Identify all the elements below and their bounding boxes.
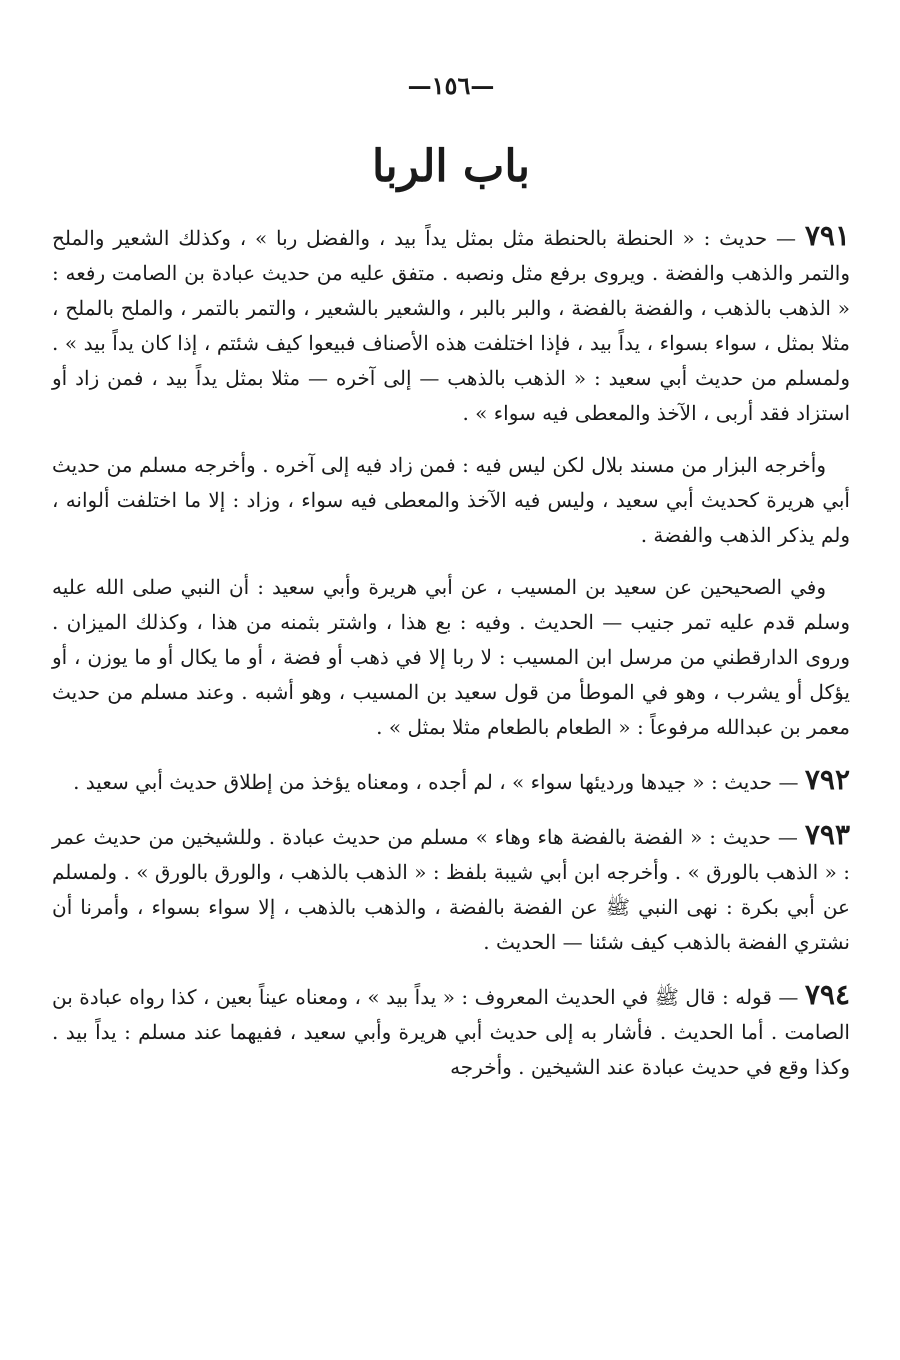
paragraph-text: وفي الصحيحين عن سعيد بن المسيب ، عن أبي هريرة وأبي سعيد : أن النبي صلى الله عليه وسلم قدم عليه تمر جنيب — الحديث . وفيه : بع هذا ، واشتر بثمنه من هذا ، وكذلك الميزان . وروى الدارقطني من مرسل ابن المسيب : لا ربا إلا في ذهب أو فضة ، أو ما يكال أو ما يوزن ، أو يؤكل أو يشرب ، وهو في الموطأ من قول سعيد بن المسيب ، وهو أشبه . وعند مسلم من حديث معمر بن عبدالله مرفوعاً : « الطعام بالطعام مثلا بمثل » . <box>52 575 850 739</box>
paragraph-text: وأخرجه البزار من مسند بلال لكن ليس فيه : فمن زاد فيه إلى آخره . وأخرجه مسلم من حديث أبي هريرة كحديث أبي سعيد ، وليس فيه الآخذ والمعطى فيه سواء ، وزاد : إلا ما اختلفت ألوانه ، ولم يذكر الذهب والفضة . <box>52 453 850 547</box>
page-number: —١٥٦— <box>407 71 495 100</box>
chapter-title: باب الربا <box>372 141 530 192</box>
hadith-791-paragraph <box>52 218 850 431</box>
hadith-793-paragraph <box>52 817 850 960</box>
paragraph-text: — حديث : « جيدها ورديئها سواء » ، لم أجده ، ومعناه يؤخذ من إطلاق حديث أبي سعيد . <box>73 770 799 794</box>
body-text <box>52 218 850 1085</box>
commentary-paragraph <box>52 448 850 553</box>
hadith-number: ٧٩٢ <box>804 763 850 796</box>
hadith-number: ٧٩٣ <box>804 818 850 851</box>
paragraph-text: — قوله : قال ﷺ في الحديث المعروف : « يداً بيد » ، ومعناه عيناً بعين ، كذا رواه عبادة بن الصامت . أما الحديث . فأشار به إلى حديث أبي هريرة وأبي سعيد ، ففيهما عند مسلم : يداً بيد . وكذا وقع في حديث عبادة عند الشيخين . وأخرجه <box>52 985 850 1079</box>
paragraph-text: — حديث : « الفضة بالفضة هاء وهاء » مسلم من حديث عبادة . وللشيخين من حديث عمر : « الذهب بالورق » . وأخرجه ابن أبي شيبة بلفظ : « الذهب بالذهب ، والورق بالورق » . ولمسلم عن أبي بكرة : نهى النبي ﷺ عن الفضة بالفضة ، والذهب بالذهب ، إلا سواء بسواء ، وأمرنا أن نشتري الفضة بالذهب كيف شئنا — الحديث . <box>52 825 851 954</box>
hadith-number: ٧٩١ <box>804 219 851 252</box>
hadith-794-paragraph <box>52 977 850 1085</box>
commentary-paragraph <box>52 570 850 745</box>
paragraph-text: — حديث : « الحنطة بالحنطة مثل بمثل يداً بيد ، والفضل ربا » ، وكذلك الشعير والملح والتمر والذهب والفضة . ويروى برفع مثل ونصبه . متفق عليه من حديث عبادة بن الصامت رفعه : « الذهب بالذهب ، والفضة بالفضة ، والبر بالبر ، والشعير بالشعير ، والتمر بالتمر ، والملح بالملح ، مثلا بمثل ، سواء بسواء ، يداً بيد ، فإذا اختلفت هذه الأصناف فبيعوا كيف شئتم ، إذا كان يداً بيد » . ولمسلم من حديث أبي سعيد : « الذهب بالذهب — إلى آخره — مثلا بمثل يداً بيد ، فمن زاد أو استزاد فقد أربى ، الآخذ والمعطى فيه سواء » . <box>52 226 850 425</box>
hadith-number: ٧٩٤ <box>804 978 850 1011</box>
hadith-792-paragraph <box>52 762 850 800</box>
